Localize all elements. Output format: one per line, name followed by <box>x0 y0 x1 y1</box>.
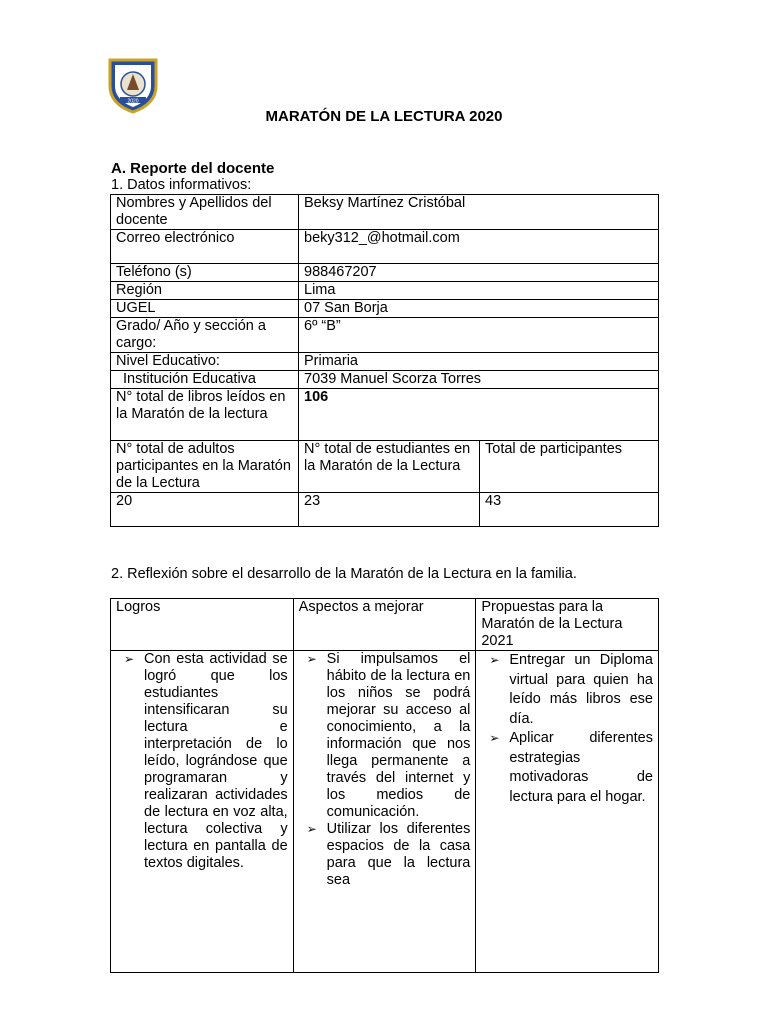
table-row <box>111 371 659 389</box>
crest-year: 2020 <box>127 98 139 105</box>
list-item: ➢ Si impulsamos el hábito de la lectura en los niños se podrá mejorar su acceso al conocimiento, a la información que nos llega permanente a través del internet y los medios de comunicación. <box>306 651 471 820</box>
column-header: Logros <box>111 599 294 651</box>
arrow-bullet-icon: ➢ <box>489 653 500 667</box>
info-label: Correo electrónico <box>111 230 299 264</box>
info-value: 988467207 <box>299 264 659 282</box>
info-value: 7039 Manuel Scorza Torres <box>299 371 659 389</box>
table-row <box>111 300 659 318</box>
participants-value: 20 <box>111 493 299 527</box>
info-label: UGEL <box>111 300 299 318</box>
arrow-bullet-icon: ➢ <box>306 652 317 666</box>
info-value: Primaria <box>299 353 659 371</box>
arrow-bullet-icon: ➢ <box>124 652 135 666</box>
arrow-bullet-icon: ➢ <box>306 822 317 836</box>
list-item: ➢ Entregar un Diploma virtual para quien ha leído más libros ese día. <box>489 652 653 727</box>
info-value: 106 <box>299 389 659 441</box>
table-row <box>111 282 659 300</box>
info-value: Lima <box>299 282 659 300</box>
subsection-heading: 1. Datos informativos: <box>111 177 252 193</box>
column-header: Propuestas para la Maratón de la Lectura 2021 <box>476 599 659 651</box>
info-label: Región <box>111 282 299 300</box>
reflection-table <box>110 598 659 973</box>
table-row <box>111 389 659 441</box>
logros-cell <box>111 651 294 973</box>
section-heading: A. Reporte del docente <box>111 160 275 177</box>
list-item: ➢ Aplicar diferentes estrategias motivadoras de lectura para el hogar. <box>489 730 653 805</box>
table-row <box>111 493 659 527</box>
info-label: Nivel Educativo: <box>111 353 299 371</box>
aspectos-cell <box>293 651 476 973</box>
page-title: MARATÓN DE LA LECTURA 2020 <box>265 108 503 125</box>
table-row <box>111 651 659 973</box>
table-row <box>111 353 659 371</box>
list-item: ➢ Utilizar los diferentes espacios de la casa para que la lectura sea <box>306 821 471 888</box>
subsection-heading: 2. Reflexión sobre el desarrollo de la Maratón de la Lectura en la familia. <box>111 566 577 582</box>
participants-value: 23 <box>299 493 480 527</box>
table-row <box>111 318 659 353</box>
table-row <box>111 230 659 264</box>
table-row <box>111 599 659 651</box>
info-label: Teléfono (s) <box>111 264 299 282</box>
school-crest-icon <box>106 56 160 114</box>
info-label: Grado/ Año y sección a cargo: <box>111 318 299 353</box>
info-value: 07 San Borja <box>299 300 659 318</box>
info-value: 6º “B” <box>299 318 659 353</box>
info-value: beky312_@hotmail.com <box>299 230 659 264</box>
participants-header: N° total de estudiantes en la Maratón de la Lectura <box>299 441 480 493</box>
participants-header: N° total de adultos participantes en la Maratón de la Lectura <box>111 441 299 493</box>
column-header: Aspectos a mejorar <box>293 599 476 651</box>
info-label: Institución Educativa <box>111 371 299 389</box>
info-label: Nombres y Apellidos del docente <box>111 195 299 230</box>
info-value: Beksy Martínez Cristóbal <box>299 195 659 230</box>
propuestas-cell <box>476 651 659 973</box>
arrow-bullet-icon: ➢ <box>489 731 500 745</box>
table-row <box>111 441 659 493</box>
list-item: ➢ Con esta actividad se logró que los estudiantes intensificaran su lectura e interpretación de lo leído, lográndose que programaran y realizaran actividades de lectura en voz alta, lectura colectiva y lectura en pantalla de textos digitales. <box>124 651 288 871</box>
participants-value: 43 <box>480 493 659 527</box>
info-table <box>110 194 659 527</box>
table-row <box>111 264 659 282</box>
info-label: N° total de libros leídos en la Maratón de la lectura <box>111 389 299 441</box>
table-row <box>111 195 659 230</box>
participants-header: Total de participantes <box>480 441 659 493</box>
